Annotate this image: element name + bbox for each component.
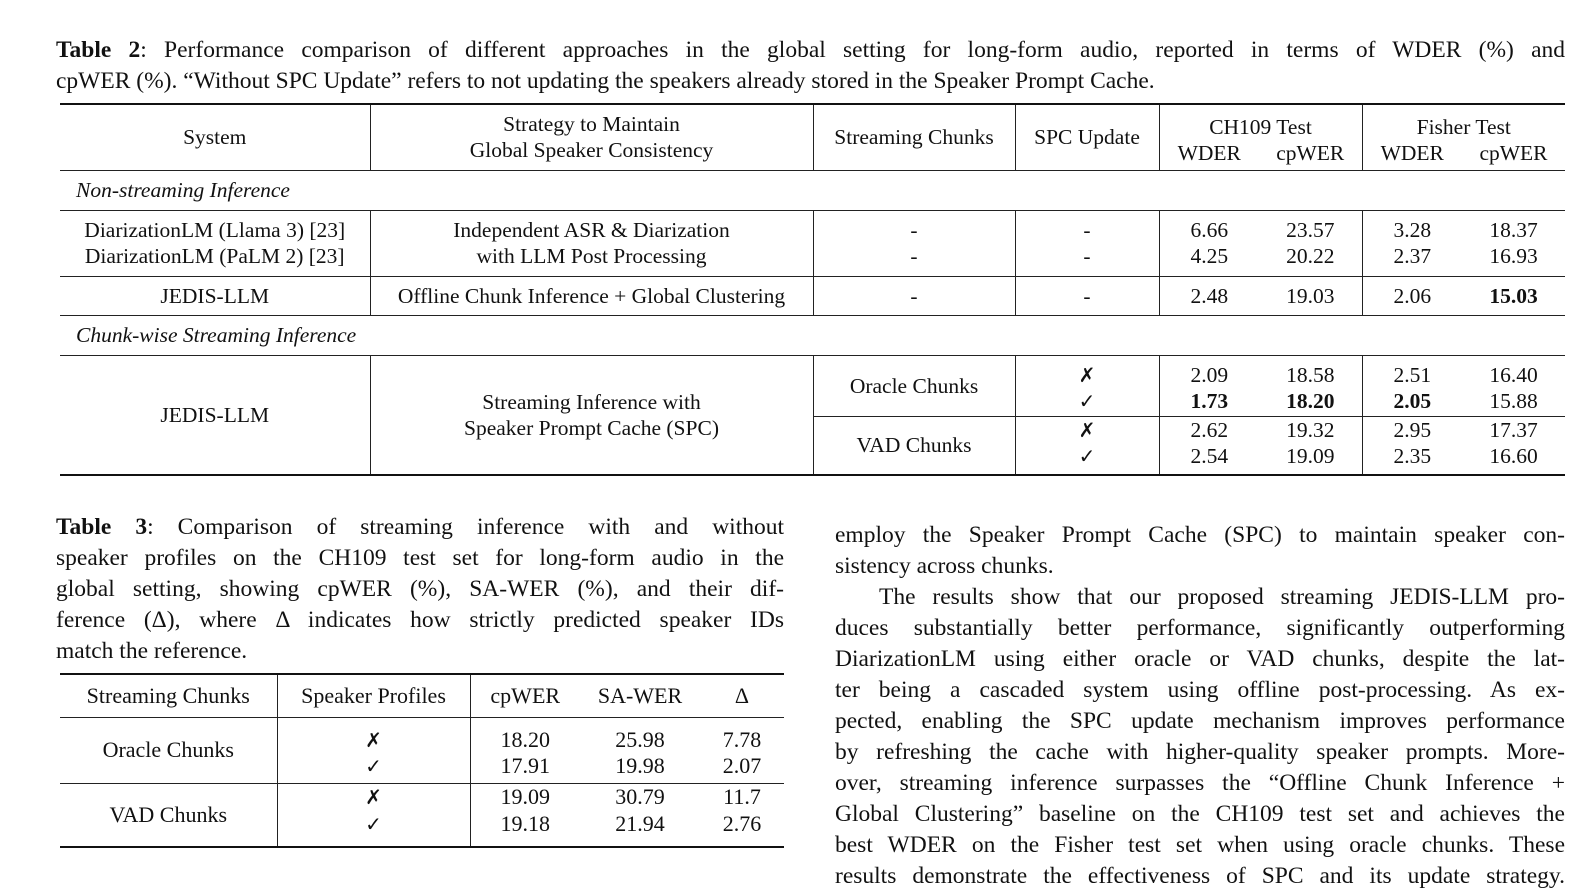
cell-chunks: VAD Chunks <box>60 783 277 847</box>
body-line: best WDER on the Fisher test set when using oracle chunks. These <box>835 832 1565 858</box>
cell-fi-cpwer: 18.37 <box>1489 218 1538 242</box>
strategy-line2: with LLM Post Processing <box>476 244 707 268</box>
table3 <box>60 673 784 848</box>
cell-chunks: Oracle Chunks <box>60 717 277 783</box>
cell-fi-wder: 3.28 <box>1362 210 1462 243</box>
cell-ch-cpwer: 18.58 <box>1286 363 1335 387</box>
body-line: ter being a cascaded system using offline post-processing. As ex- <box>835 677 1565 703</box>
cell-ch-cpwer: 23.57 <box>1286 218 1335 242</box>
header-streaming-chunks: Streaming Chunks <box>86 682 250 708</box>
header-ch109: CH109 Test <box>1159 104 1362 140</box>
cell-ch-wder: 4.25 <box>1159 243 1259 276</box>
cell-delta: 2.76 <box>722 811 762 836</box>
cell-fi-wder: 2.35 <box>1362 443 1462 475</box>
header-sawer: SA-WER <box>597 682 683 708</box>
table-row <box>60 783 784 811</box>
cell-system: DiarizationLM (PaLM 2) [23] <box>84 244 345 268</box>
check-icon: ✓ <box>1015 388 1159 416</box>
header-wder: WDER <box>1362 140 1462 170</box>
header-strategy-line2: Global Speaker Consistency <box>469 138 714 163</box>
cell-streaming: - <box>813 210 1015 243</box>
cross-icon: ✗ <box>1015 416 1159 443</box>
cell-ch-wder: 6.66 <box>1159 210 1259 243</box>
cell-fi-wder: 2.51 <box>1362 355 1462 388</box>
cell-delta: 2.07 <box>722 753 762 778</box>
body-line: employ the Speaker Prompt Cache (SPC) to maintain speaker con- <box>835 522 1565 548</box>
cell-system: JEDIS-LLM <box>60 355 370 475</box>
header-speaker-profiles: Speaker Profiles <box>277 674 470 717</box>
cell-streaming: - <box>813 243 1015 276</box>
cell-chunks: Oracle Chunks <box>813 355 1015 416</box>
header-delta: Δ <box>734 682 750 708</box>
body-line: DiarizationLM using either oracle or VAD chunks, despite the lat- <box>835 646 1565 672</box>
caption-text: : Performance comparison of different approaches in the global setting for long-form audio, reported in terms of WDER (%) and <box>140 37 1566 63</box>
table-row <box>60 355 1565 388</box>
header-cpwer: cpWER <box>1276 141 1345 165</box>
table2-label: Table 2 <box>56 37 141 63</box>
cell-fi-cpwer: 15.88 <box>1489 389 1538 413</box>
cell-cpwer: 18.20 <box>470 717 580 753</box>
check-icon: ✓ <box>277 753 470 783</box>
strategy-line2: Speaker Prompt Cache (SPC) <box>464 415 719 440</box>
cell-system: JEDIS-LLM <box>160 283 270 308</box>
cell-sawer: 30.79 <box>615 784 665 810</box>
cell-fi-cpwer: 16.40 <box>1489 363 1538 387</box>
section-chunk-wise: Chunk-wise Streaming Inference <box>76 323 357 347</box>
cell-sawer: 21.94 <box>615 811 665 836</box>
best-value: 2.05 <box>1393 389 1432 413</box>
cell-ch-cpwer: 20.22 <box>1286 244 1335 268</box>
cross-icon: ✗ <box>1015 355 1159 388</box>
table3-label: Table 3 <box>56 514 148 540</box>
cell-fi-wder: 2.37 <box>1362 243 1462 276</box>
cell-cpwer: 19.18 <box>470 811 580 847</box>
strategy-line1: Streaming Inference with <box>482 389 701 414</box>
cell-spc: - <box>1015 276 1159 315</box>
cell-cpwer: 19.09 <box>470 783 580 811</box>
body-line: The results show that our proposed streaming JEDIS-LLM pro- <box>879 584 1565 610</box>
cell-spc: - <box>1015 210 1159 243</box>
cell-fi-wder: 2.06 <box>1362 276 1462 315</box>
cell-cpwer: 17.91 <box>470 753 580 783</box>
body-line: by refreshing the cache with higher-quality speaker prompts. More- <box>835 739 1565 765</box>
header-strategy-line1: Strategy to Maintain <box>503 112 680 137</box>
cell-strategy: Offline Chunk Inference + Global Clustering <box>370 276 813 315</box>
body-line: over, streaming inference surpasses the “Offline Chunk Inference + <box>835 770 1565 796</box>
cell-fi-wder <box>1362 388 1462 416</box>
header-cpwer: cpWER <box>1479 141 1548 165</box>
cell-ch-cpwer: 19.32 <box>1286 417 1335 442</box>
check-icon: ✓ <box>277 811 470 847</box>
cell-ch-wder <box>1159 388 1259 416</box>
cell-ch-cpwer: 19.09 <box>1286 443 1335 468</box>
table2 <box>60 103 1565 476</box>
cell-chunks: VAD Chunks <box>813 416 1015 475</box>
cell-fi-cpwer: 16.93 <box>1489 244 1538 268</box>
table-row <box>60 243 1565 276</box>
cell-sawer: 19.98 <box>615 753 665 778</box>
cell-sawer: 25.98 <box>615 727 665 752</box>
cell-fi-wder: 2.95 <box>1362 416 1462 443</box>
cross-icon: ✗ <box>277 783 470 811</box>
cell-streaming: - <box>813 276 1015 315</box>
header-strategy <box>370 104 813 170</box>
cell-ch-wder: 2.62 <box>1159 416 1259 443</box>
cell-strategy <box>370 210 813 276</box>
check-icon: ✓ <box>1015 443 1159 475</box>
body-line: duces substantially better performance, significantly outperforming <box>835 615 1565 641</box>
table-row <box>60 276 1565 315</box>
cell-ch-cpwer <box>1259 388 1362 416</box>
table3-caption-line: ference (Δ), where Δ indicates how strictly predicted speaker IDs <box>56 607 784 633</box>
strategy-line1: Independent ASR & Diarization <box>453 218 730 242</box>
cell-fi-cpwer <box>1462 276 1565 315</box>
body-line: pected, enabling the SPC update mechanism improves performance <box>835 708 1565 734</box>
best-value: 18.20 <box>1286 389 1335 413</box>
header-spc-update: SPC Update <box>1015 104 1159 170</box>
table-row <box>60 210 1565 243</box>
table3-caption-line: match the reference. <box>56 638 248 664</box>
header-wder: WDER <box>1159 140 1259 170</box>
cross-icon: ✗ <box>277 717 470 753</box>
table3-caption-line: speaker profiles on the CH109 test set for long-form audio in the <box>56 545 784 571</box>
cell-ch-wder: 2.54 <box>1159 443 1259 475</box>
best-value: 1.73 <box>1190 389 1229 413</box>
header-system: System <box>60 104 370 170</box>
cell-system: DiarizationLM (Llama 3) [23] <box>84 218 346 242</box>
body-line: Global Clustering” baseline on the CH109 test set and achieves the <box>835 801 1565 827</box>
header-cpwer: cpWER <box>470 674 580 717</box>
table2-caption-line: cpWER (%). “Without SPC Update” refers to not updating the speakers already stored in the Speaker Prompt Cache. <box>56 68 1155 94</box>
header-fisher: Fisher Test <box>1362 104 1565 140</box>
cell-fi-cpwer: 16.60 <box>1489 443 1538 468</box>
caption-text: : Comparison of streaming inference with and without <box>147 514 784 540</box>
cell-fi-cpwer: 17.37 <box>1489 417 1538 442</box>
table-row <box>60 717 784 753</box>
cell-strategy <box>370 355 813 475</box>
header-streaming-chunks: Streaming Chunks <box>813 104 1015 170</box>
table2-caption-line <box>56 35 1565 66</box>
cell-ch-cpwer: 19.03 <box>1286 283 1335 308</box>
cell-spc: - <box>1015 243 1159 276</box>
table3-caption-line <box>56 512 784 543</box>
cell-ch-wder: 2.48 <box>1159 276 1259 315</box>
cell-ch-wder: 2.09 <box>1159 355 1259 388</box>
body-line: results demonstrate the effectiveness of SPC and its update strategy. <box>835 863 1565 889</box>
body-line: sistency across chunks. <box>835 553 1054 579</box>
table3-caption-line: global setting, showing cpWER (%), SA-WER (%), and their dif- <box>56 576 784 602</box>
cell-delta: 11.7 <box>723 784 761 810</box>
section-non-streaming: Non-streaming Inference <box>76 178 290 202</box>
cell-delta: 7.78 <box>722 727 762 752</box>
best-value: 15.03 <box>1489 283 1538 308</box>
